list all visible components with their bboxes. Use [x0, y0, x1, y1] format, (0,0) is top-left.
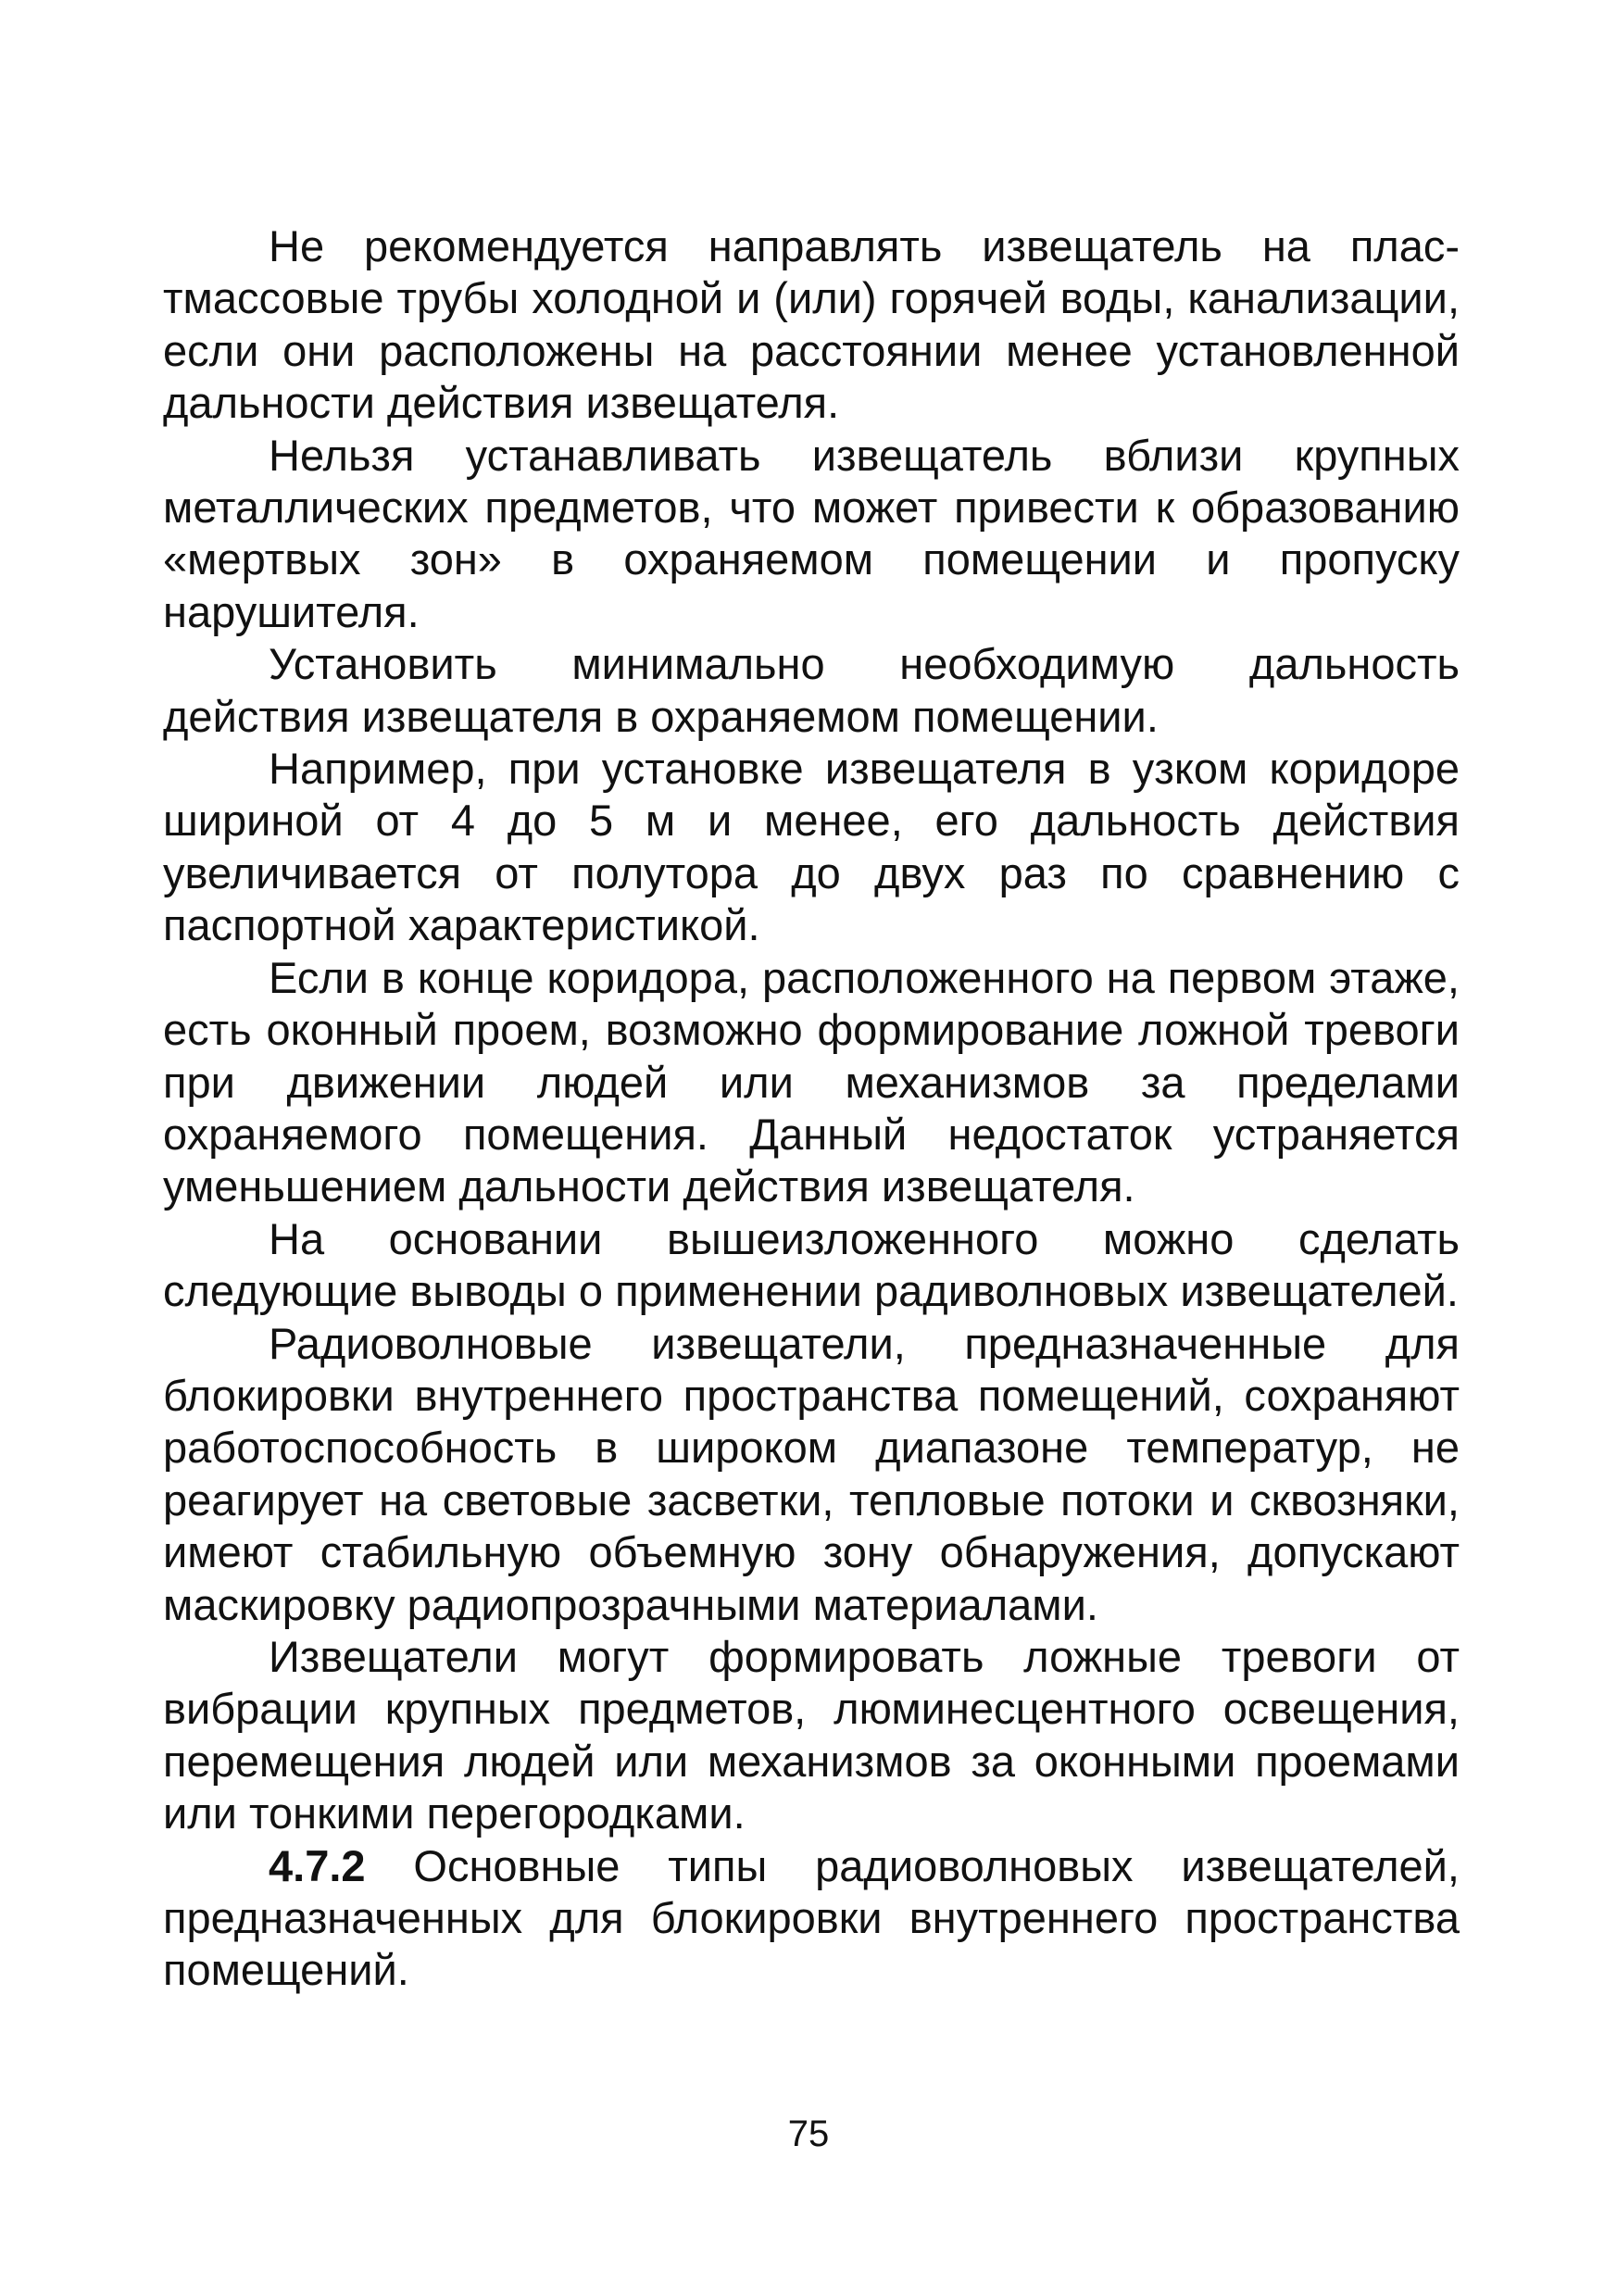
paragraph-1: Не рекомендуется направлять извещатель на плаcтмассовые трубы холодной и (или) горячей воды, канализации, если они расположены на расстоянии менее установленной дальности действия извещателя. — [163, 221, 1460, 428]
paragraph-2: Нельзя устанавливать извещатель вблизи крупных металлических предметов, что может привести к образованию «мертвых зон» в охраняемом помещении и пропуску нарушителя. — [163, 430, 1460, 636]
paragraph-8: Извещатели могут формировать ложные тревоги от вибрации крупных предметов, люминесцентного освещения, перемещения людей или механизмов за оконными проемами или тонкими перегородками. — [163, 1631, 1460, 1838]
paragraph-3: Установить минимально необходимую дальность действия извещателя в охраняемом помещении. — [163, 639, 1460, 741]
section-title: Основные типы радиоволновых извещателей, предназначенных для блокировки внутреннего пространства помещений. — [163, 1840, 1460, 1995]
paragraph-6: На основании вышеизложенного можно сделать следующие выводы о применении радиволновых извещателей. — [163, 1213, 1460, 1316]
section-heading — [163, 1840, 1460, 1997]
paragraph-4: Например, при установке извещателя в узком коридоре шириной от 4 до 5 м и менее, его дальность действия увеличивается от полутора до двух раз по сравнению с паспортной характеристикой. — [163, 744, 1460, 950]
section-number: 4.7.2 — [269, 1840, 366, 1890]
page-number: 75 — [787, 2114, 830, 2154]
paragraph-7: Радиоволновые извещатели, предназначенные для блокировки внутреннего пространства помещений, сохраняют работоспособность в широком диапазоне температур, не реагирует на световые засветки, тепловые потоки и сквозняки, имеют стабильную объемную зону обнаружения, допускают маскировку радиопрозрачными материалами. — [163, 1318, 1460, 1629]
body-text — [163, 220, 1460, 1997]
paragraph-5: Если в конце коридора, расположенного на первом этаже, есть оконный проем, возможно формирование ложной тревоги при движении людей или механизмов за пределами охраняемого помещения. Данный недостаток устраняется уменьшением дальности действия извещателя. — [163, 952, 1460, 1211]
